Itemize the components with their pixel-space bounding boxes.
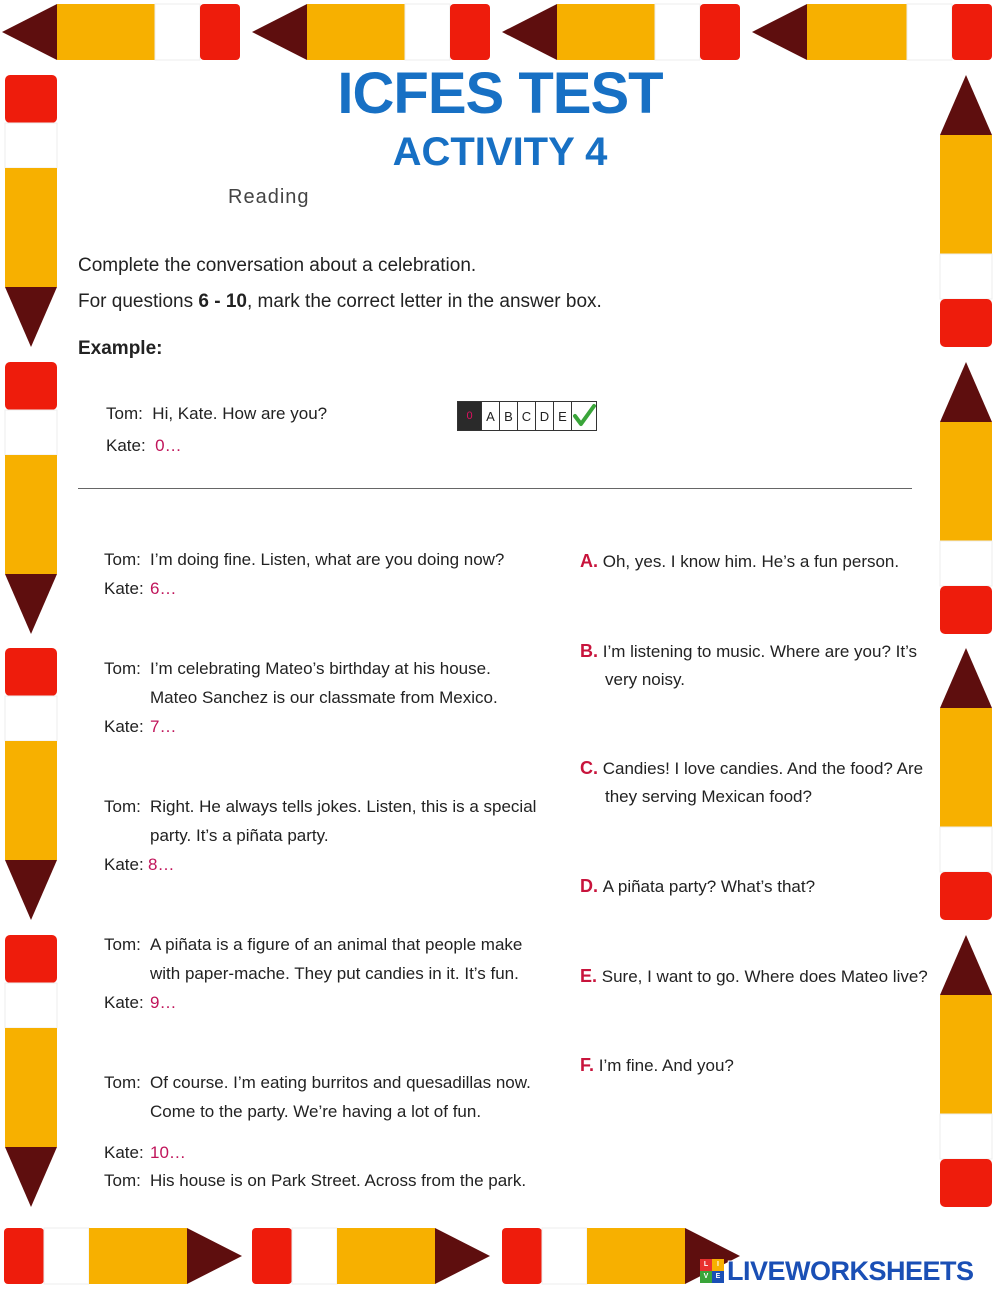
- speaker-kate: Kate:: [106, 436, 146, 455]
- example-number: 0…: [155, 436, 182, 455]
- answer-cell-e: E: [554, 402, 572, 430]
- question-number-10: 10…: [150, 1143, 186, 1162]
- speaker-kate: Kate:: [104, 993, 144, 1012]
- option-letter: C.: [580, 758, 598, 778]
- option-letter: A.: [580, 551, 598, 571]
- dialogue-tom-5: [104, 1073, 531, 1093]
- example-kate-line: [106, 436, 182, 456]
- tom-text-continued: with paper-mache. They put candies in it. It’s fun.: [150, 964, 519, 983]
- speaker-tom: Tom:: [106, 404, 143, 423]
- tom-text: A piñata is a figure of an animal that people make: [150, 935, 523, 954]
- logo-letter: I: [712, 1259, 724, 1271]
- speaker-tom: Tom:: [104, 1073, 141, 1092]
- section-label: Reading: [228, 186, 310, 208]
- instruction-line-1: Complete the conversation about a celebration.: [78, 255, 477, 276]
- speaker-kate: Kate:: [104, 855, 144, 874]
- example-tom-line: [106, 404, 327, 424]
- option-letter: E.: [580, 966, 598, 986]
- dialogue-kate-9: [104, 993, 176, 1013]
- option-text: Candies! I love candies. And the food? Are: [602, 759, 924, 778]
- speaker-tom: Tom:: [104, 659, 141, 678]
- speaker-tom: Tom:: [104, 935, 141, 954]
- option-text-continued: very noisy.: [605, 670, 685, 689]
- option-d: [580, 876, 815, 897]
- speaker-tom: Tom:: [104, 797, 141, 816]
- instruction-text-end: , mark the correct letter in the answer box.: [247, 291, 602, 312]
- tom-text: His house is on Park Street. Across from the park.: [150, 1171, 527, 1190]
- answer-cell-d: D: [536, 402, 554, 430]
- pencil: [502, 4, 740, 60]
- option-c: [580, 758, 923, 779]
- logo-letter: E: [712, 1271, 724, 1283]
- instruction-text: For questions: [78, 291, 199, 312]
- instruction-line-2: [78, 291, 602, 313]
- speaker-kate: Kate:: [104, 1143, 144, 1162]
- option-a: [580, 551, 899, 572]
- brand-name: LIVEWORKSHEETS: [727, 1255, 974, 1286]
- speaker-kate: Kate:: [104, 717, 144, 736]
- question-range: 6 - 10: [198, 291, 247, 312]
- option-text: I’m fine. And you?: [598, 1056, 734, 1075]
- logo-letter: L: [700, 1259, 712, 1271]
- tom-text: Of course. I’m eating burritos and quesadillas now.: [150, 1073, 531, 1092]
- answer-cell-0: 0: [458, 402, 482, 430]
- option-text: Sure, I want to go. Where does Mateo live?: [601, 967, 928, 986]
- option-letter: F.: [580, 1055, 595, 1075]
- pencil: [252, 4, 490, 60]
- option-e: [580, 966, 928, 987]
- question-number-6: 6…: [150, 579, 177, 598]
- dialogue-tom-closing: [104, 1171, 526, 1191]
- pencil: [5, 362, 57, 634]
- dialogue-kate-10: [104, 1143, 186, 1163]
- tom-text: I’m celebrating Mateo’s birthday at his house.: [150, 659, 491, 678]
- pencil: [2, 4, 240, 60]
- page-title: ICFES TEST: [337, 61, 663, 126]
- dialogue-tom-3: [104, 797, 536, 817]
- tom-text-continued: Come to the party. We’re having a lot of fun.: [150, 1102, 482, 1121]
- question-number-9: 9…: [150, 993, 177, 1012]
- answer-cell-a: A: [482, 402, 500, 430]
- dialogue-tom-4: [104, 935, 522, 955]
- pencil: [5, 648, 57, 920]
- dialogue-kate-8: [104, 855, 174, 875]
- logo-letter: V: [700, 1271, 712, 1283]
- example-tom-text: Hi, Kate. How are you?: [152, 404, 328, 423]
- pencil: [4, 1228, 242, 1284]
- option-text: A piñata party? What’s that?: [602, 877, 816, 896]
- option-text: I’m listening to music. Where are you? It’s: [602, 642, 918, 661]
- speaker-tom: Tom:: [104, 550, 141, 569]
- speaker-tom: Tom:: [104, 1171, 141, 1190]
- pencil: [252, 1228, 490, 1284]
- option-f: [580, 1055, 734, 1076]
- option-letter: B.: [580, 641, 598, 661]
- dialogue-kate-6: [104, 579, 176, 599]
- pencil: [752, 4, 992, 60]
- example-label: Example:: [78, 338, 163, 359]
- option-text: Oh, yes. I know him. He’s a fun person.: [602, 552, 900, 571]
- option-letter: D.: [580, 876, 598, 896]
- liveworksheets-logo-icon: [700, 1259, 724, 1283]
- answer-cell-b: B: [500, 402, 518, 430]
- liveworksheets-brand: [700, 1256, 974, 1286]
- tom-text-continued: party. It’s a piñata party.: [150, 826, 329, 845]
- tom-text: Right. He always tells jokes. Listen, this is a special: [150, 797, 537, 816]
- pencil: [940, 648, 992, 920]
- option-b: [580, 641, 917, 662]
- answer-cell-f: [572, 402, 596, 430]
- pencil: [940, 935, 992, 1207]
- question-number-8: 8…: [148, 855, 175, 874]
- example-answer-box: [457, 401, 597, 431]
- dialogue-tom-1: [104, 550, 504, 570]
- dialogue-kate-7: [104, 717, 176, 737]
- check-icon: [572, 403, 596, 429]
- pencil: [5, 935, 57, 1207]
- section-divider: [78, 488, 912, 489]
- answer-cell-c: C: [518, 402, 536, 430]
- question-number-7: 7…: [150, 717, 177, 736]
- pencil: [940, 362, 992, 634]
- activity-subtitle: ACTIVITY 4: [392, 130, 608, 174]
- tom-text: I’m doing fine. Listen, what are you doing now?: [150, 550, 505, 569]
- dialogue-tom-2: [104, 659, 491, 679]
- tom-text-continued: Mateo Sanchez is our classmate from Mexico.: [150, 688, 498, 707]
- option-text-continued: they serving Mexican food?: [605, 787, 812, 806]
- speaker-kate: Kate:: [104, 579, 144, 598]
